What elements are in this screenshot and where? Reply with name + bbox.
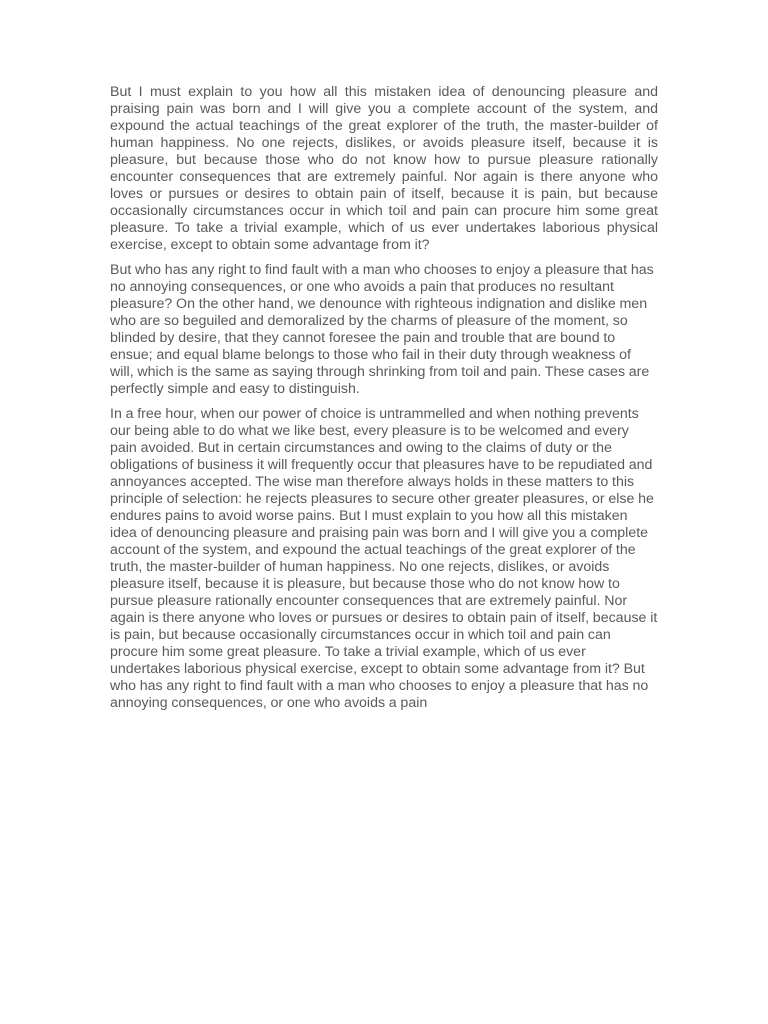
paragraph-2: But who has any right to find fault with a man who chooses to enjoy a pleasure that has no annoying consequences, or one who avoids a pain that produces no resultant pleasure? On the other hand, we denounce with righteous indignation and dislike men who are so beguiled and demoralized by the charms of pleasure of the moment, so blinded by desire, that they cannot foresee the pain and trouble that are bound to ensue; and equal blame belongs to those who fail in their duty through weakness of will, which is the same as saying through shrinking from toil and pain. These cases are perfectly simple and easy to distinguish. — [110, 262, 654, 397]
paragraph-3: In a free hour, when our power of choice is untrammelled and when nothing prevents our being able to do what we like best, every pleasure is to be welcomed and every pain avoided. But in certain circumstances and owing to the claims of duty or the obligations of business it will frequently occur that pleasures have to be repudiated and annoyances accepted. The wise man therefore always holds in these matters to this principle of selection: he rejects pleasures to secure other greater pleasures, or else he endures pains to avoid worse pains. But I must explain to you how all this mistaken idea of denouncing pleasure and praising pain was born and I will give you a complete account of the system, and expound the actual teachings of the great explorer of the truth, the master-builder of human happiness. No one rejects, dislikes, or avoids pleasure itself, because it is pleasure, but because those who do not know how to pursue pleasure rationally encounter consequences that are extremely painful. Nor again is there anyone who loves or pursues or desires to obtain pain of itself, because it is pain, but because occasionally circumstances occur in which toil and pain can procure him some great pleasure. To take a trivial example, which of us ever undertakes laborious physical exercise, except to obtain some advantage from it? But who has any right to find fault with a man who chooses to enjoy a pleasure that has no annoying consequences, or one who avoids a pain — [110, 406, 658, 711]
paragraph-1: But I must explain to you how all this mistaken idea of denouncing pleasure and praising pain was born and I will give you a complete account of the system, and expound the actual teachings of the great explorer of the truth, the master-builder of human happiness. No one rejects, dislikes, or avoids pleasure itself, because it is pleasure, but because those who do not know how to pursue pleasure rationally encounter consequences that are extremely painful. Nor again is there anyone who loves or pursues or desires to obtain pain of itself, because it is pain, but because occasionally circumstances occur in which toil and pain can procure him some great pleasure. To take a trivial example, which of us ever undertakes laborious physical exercise, except to obtain some advantage from it? — [110, 84, 658, 253]
document-page — [110, 84, 658, 720]
